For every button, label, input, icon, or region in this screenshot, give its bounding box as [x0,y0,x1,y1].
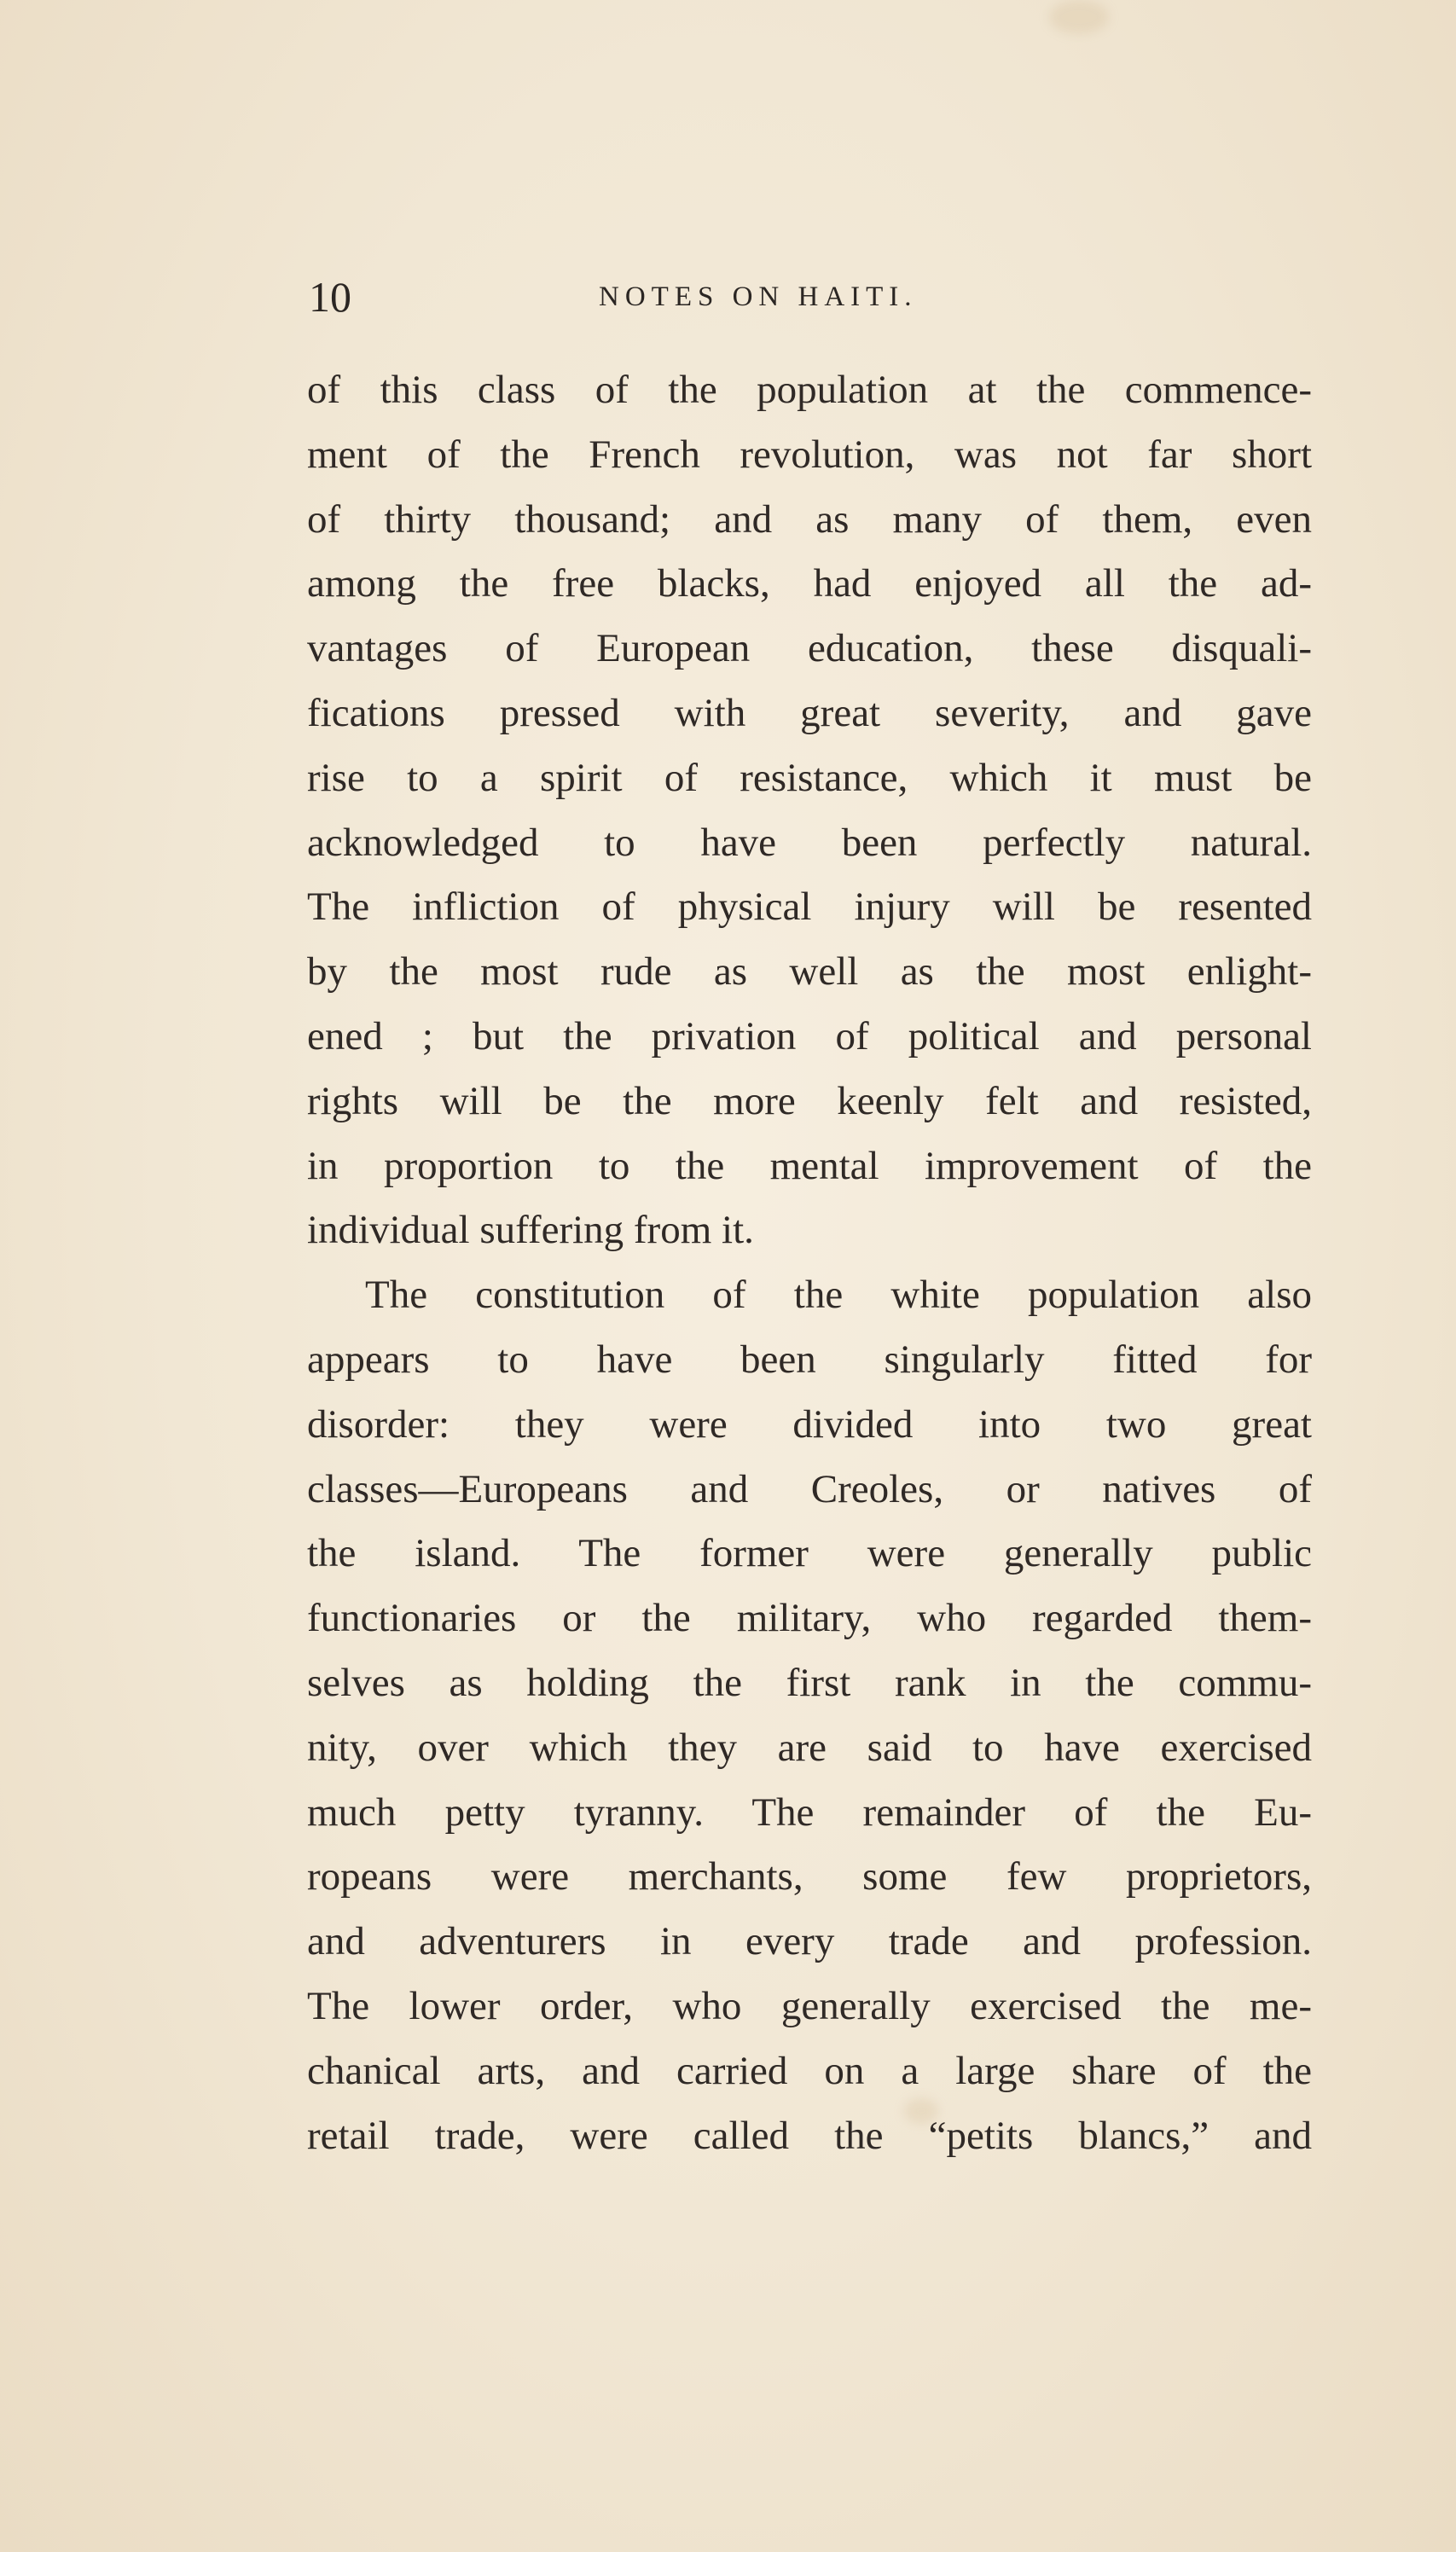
text-line: ment of the French revolution, was not far short [307,432,1312,477]
text-line: the island. The former were generally public [307,1531,1312,1576]
text-line: classes—Europeans and Creoles, or natives of [307,1466,1312,1511]
text-line: rise to a spirit of resistance, which it must be [307,755,1312,800]
text-line: of thirty thousand; and as many of them, even [307,496,1312,542]
text-line: rights will be the more keenly felt and resisted, [307,1078,1312,1123]
page-header [309,271,1315,322]
text-line: by the most rude as well as the most enlight- [307,949,1312,995]
text-line: nity, over which they are said to have exercised [307,1725,1312,1770]
text-line: of this class of the population at the commence- [307,368,1312,412]
text-line: selves as holding the first rank in the commu- [307,1660,1312,1705]
running-head: NOTES ON HAITI. [599,281,918,312]
text-line: fications pressed with great severity, and gave [307,690,1312,735]
text-line: disorder: they were divided into two great [307,1401,1312,1447]
text-line: The infliction of physical injury will be resented [307,884,1312,930]
text-line: in proportion to the mental improvement of the [307,1143,1312,1188]
paper-stain [1049,0,1109,34]
text-line: much petty tyranny. The remainder of the Eu- [307,1789,1312,1835]
body-text [307,358,1312,2168]
text-line: retail trade, were called the “petits blancs,” and [307,2113,1312,2158]
text-line: The lower order, who generally exercised the me- [307,1983,1312,2028]
text-line: functionaries or the military, who regarded them- [307,1596,1312,1641]
text-line: vantages of European education, these disquali- [307,626,1312,671]
text-line: ened ; but the privation of political and personal [307,1013,1312,1058]
page-number: 10 [309,273,351,321]
text-line: ropeans were merchants, some few proprietors, [307,1854,1312,1900]
text-line: acknowledged to have been perfectly natural. [307,820,1312,865]
text-line: and adventurers in every trade and profession. [307,1919,1312,1964]
text-line: among the free blacks, had enjoyed all the ad- [307,561,1312,606]
text-line: appears to have been singularly fitted for [307,1337,1312,1382]
text-line: chanical arts, and carried on a large share of the [307,2048,1312,2093]
text-line: The constitution of the white population also [365,1273,1312,1318]
text-line: individual suffering from it. [307,1208,754,1253]
